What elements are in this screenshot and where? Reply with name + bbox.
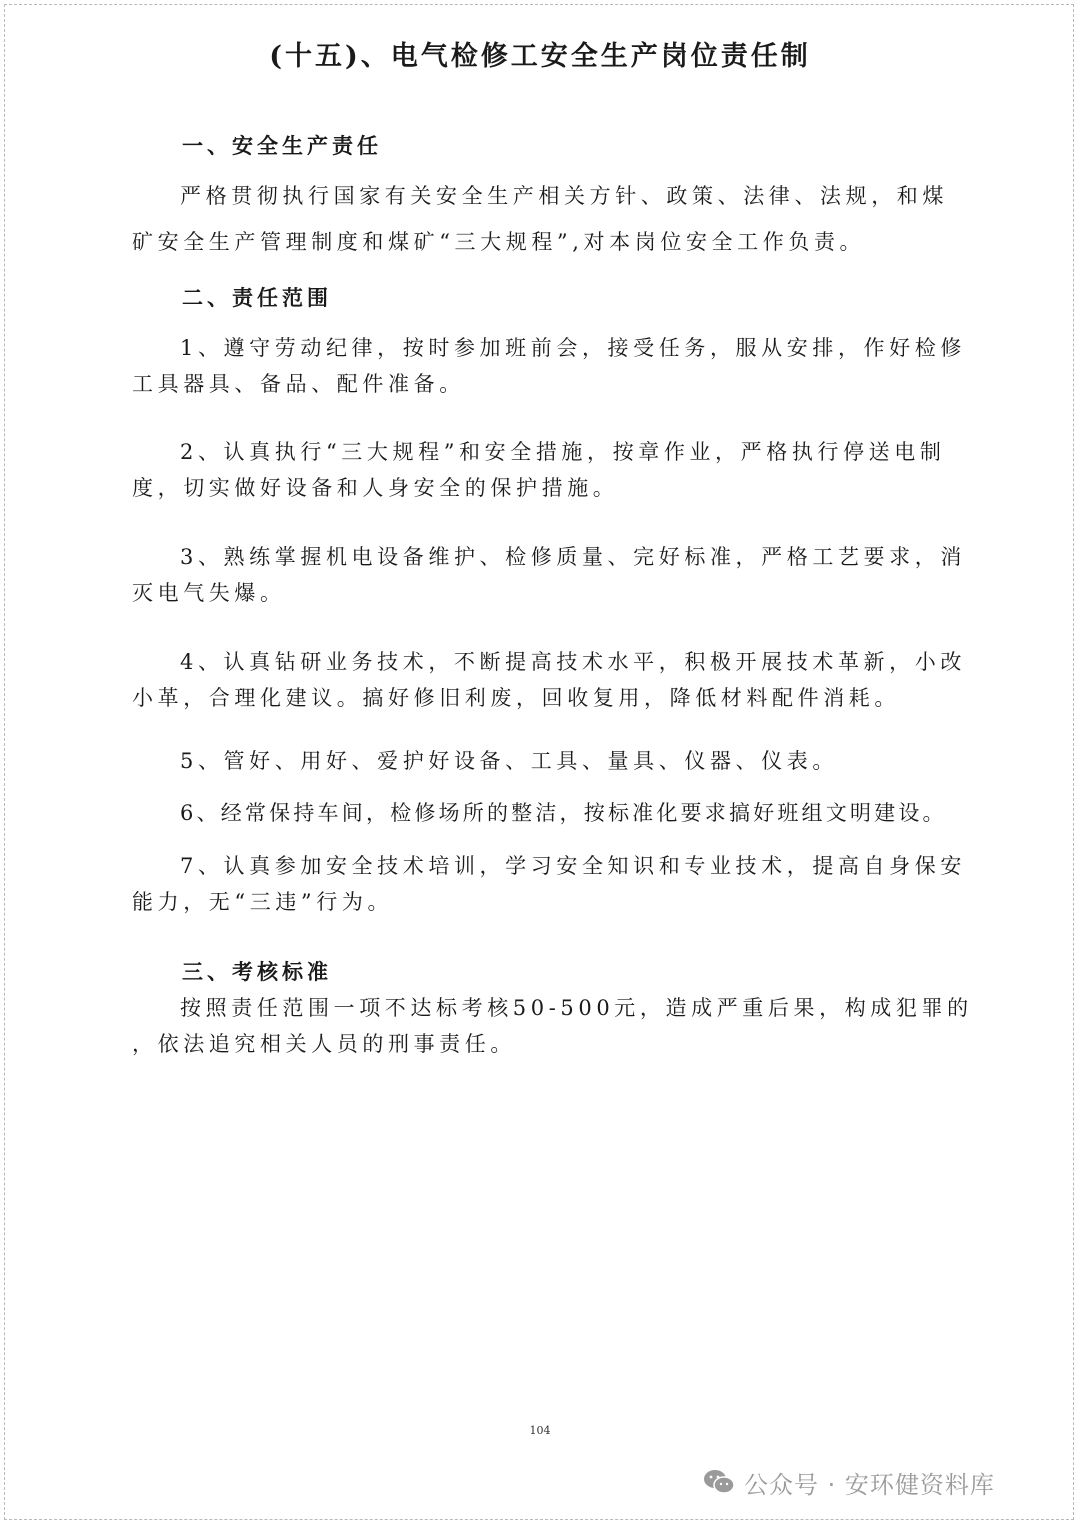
- paragraph-rest: 灭电气失爆。: [132, 581, 286, 605]
- paragraph-first-line: 严格贯彻执行国家有关安全生产相关方针、政策、法律、法规，和煤: [180, 184, 948, 208]
- paragraph-rest: 小革，合理化建议。搞好修旧利废，回收复用，降低材料配件消耗。: [132, 686, 900, 710]
- paragraph-rest: 矿安全生产管理制度和煤矿“三大规程”,对本岗位安全工作负责。: [132, 230, 866, 254]
- page-title: (十五)、电气检修工安全生产岗位责任制: [269, 41, 811, 72]
- paragraph-first-line: 5、管好、用好、爱护好设备、工具、量具、仪器、仪表。: [180, 749, 838, 773]
- paragraph-first-line: 按照责任范围一项不达标考核50-500元，造成严重后果，构成犯罪的: [180, 996, 973, 1020]
- paragraph-2-7: [132, 848, 966, 920]
- paragraph-first-line: 7、认真参加安全技术培训，学习安全知识和专业技术，提高自身保安: [180, 854, 966, 878]
- paragraph-rest: 度，切实做好设备和人身安全的保护措施。: [132, 476, 619, 500]
- section-heading-3: 三、考核标准: [182, 959, 332, 984]
- paragraph-2-3: [132, 539, 966, 611]
- wechat-icon: [702, 1467, 736, 1497]
- paragraph-3-1: [132, 990, 973, 1062]
- paragraph-2-2: [132, 434, 944, 506]
- paragraph-rest: 能力，无“三违”行为。: [132, 890, 394, 914]
- watermark-text: 公众号 · 安环健资料库: [744, 1470, 995, 1499]
- paragraph-first-line: 6、经常保持车间，检修场所的整洁，按标准化要求搞好班组文明建设。: [180, 801, 947, 825]
- paragraph-first-line: 2、认真执行“三大规程”和安全措施，按章作业，严格执行停送电制: [180, 440, 946, 464]
- page-number: 104: [529, 1424, 551, 1437]
- paragraph-2-1: [132, 330, 966, 402]
- paragraph-2-6: [132, 795, 947, 831]
- paragraph-rest: ，依法追究相关人员的刑事责任。: [132, 1032, 516, 1056]
- watermark: [702, 1462, 995, 1502]
- paragraph-first-line: 3、熟练掌握机电设备维护、检修质量、完好标准，严格工艺要求，消: [180, 545, 966, 569]
- paragraph-first-line: 4、认真钻研业务技术，不断提高技术水平，积极开展技术革新，小改: [180, 650, 966, 674]
- paragraph-1-1: [132, 178, 948, 260]
- paragraph-rest: 工具器具、备品、配件准备。: [132, 372, 465, 396]
- paragraph-2-4: [132, 644, 966, 716]
- section-heading-2: 二、责任范围: [182, 285, 332, 310]
- section-heading-1: 一、安全生产责任: [182, 133, 382, 158]
- paragraph-first-line: 1、遵守劳动纪律，按时参加班前会，接受任务，服从安排，作好检修: [180, 336, 966, 360]
- paragraph-2-5: [132, 743, 944, 779]
